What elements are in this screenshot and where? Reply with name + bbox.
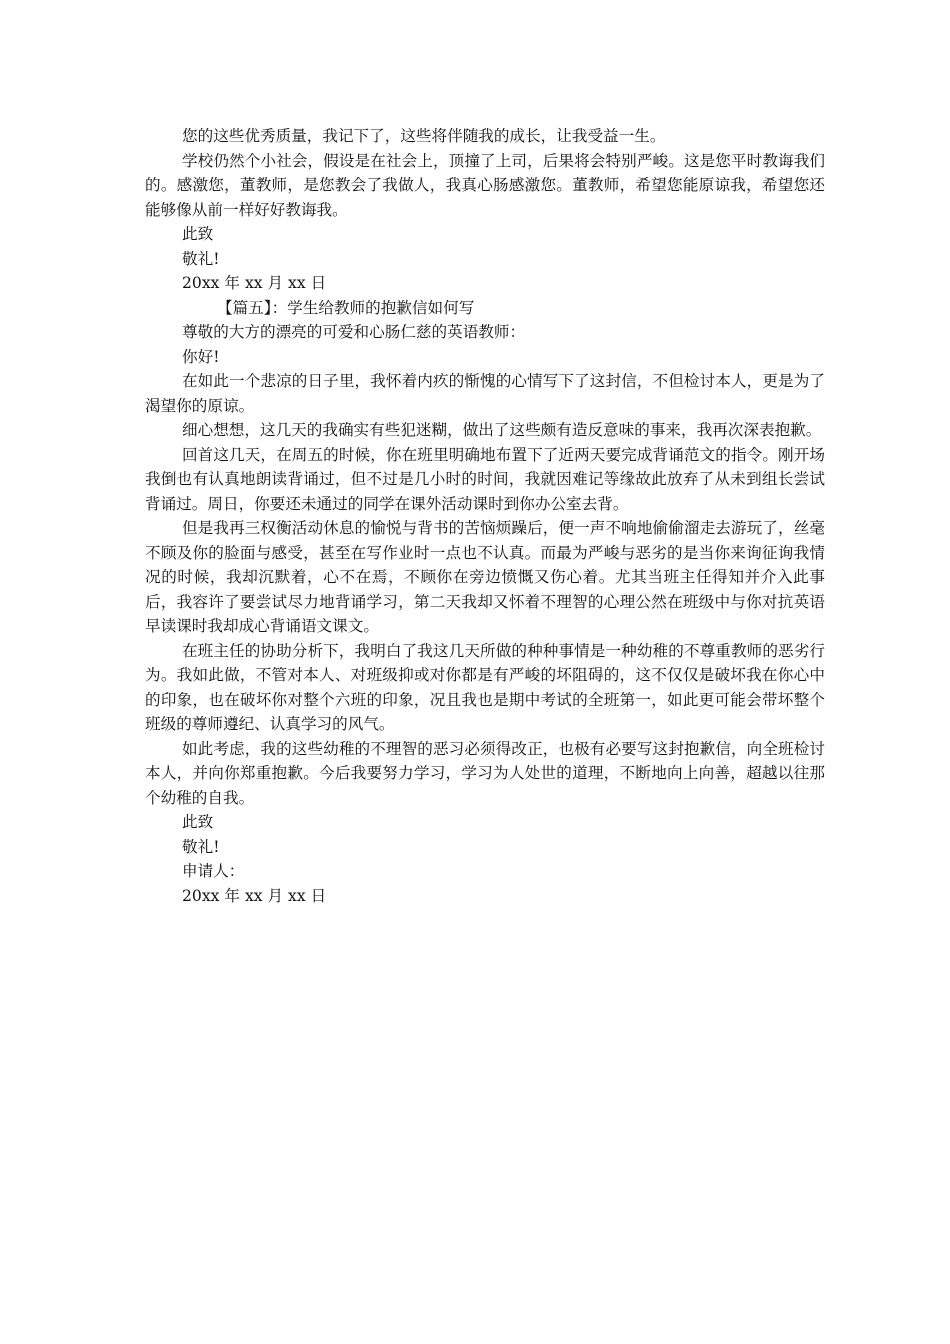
paragraph: 学校仍然个小社会，假设是在社会上，顶撞了上司，后果将会特别严峻。这是您平时教诲我们的。感激您，董教师，是您教会了我做人，我真心肠感激您。董教师，希望您能原谅我，希望您还能够像从前一样好好教诲我。: [145, 151, 825, 219]
paragraph: 但是我再三权衡活动休息的愉悦与背书的苦恼烦躁后，便一声不响地偷偷溜走去游玩了，丝毫不顾及你的脸面与感受，甚至在写作业时一点也不认真。而最为严峻与恶劣的是当你来询征询我情况的时候，我却沉默着，心不在焉，不顾你在旁边愤慨又伤心着。尤其当班主任得知并介入此事后，我容许了要尝试尽力地背诵学习，第二天我却又怀着不理智的心理公然在班级中与你对抗英语早读课时我却成心背诵语文课文。: [145, 519, 825, 635]
section-heading: 【篇五】：学生给教师的抱歉信如何写: [217, 298, 475, 317]
paragraph: 如此考虑，我的这些幼稚的不理智的恶习必须得改正，也极有必要写这封抱歉信，向全班检讨本人，并向你郑重抱歉。今后我要努力学习，学习为人处世的道理，不断地向上向善，超越以往那个幼稚的自我。: [145, 739, 825, 807]
paragraph: 细心想想，这几天的我确实有些犯迷糊，做出了这些颇有造反意味的事来，我再次深表抱歉。: [182, 421, 822, 439]
letter-greeting: 尊敬的大方的漂亮的可爱和心肠仁慈的英语教师：: [182, 323, 526, 341]
closing-salutation: 此致: [182, 225, 214, 243]
paragraph: 您的这些优秀质量，我记下了，这些将伴随我的成长，让我受益一生。: [182, 127, 666, 145]
closing-regards: 敬礼!: [182, 837, 220, 856]
closing-salutation: 此致: [182, 813, 214, 831]
paragraph: 回首这几天，在周五的时候，你在班里明确地布置下了近两天要完成背诵范文的指令。刚开场我倒也有认真地朗读背诵过，但不过是几小时的时间，我就因难记等缘故此放弃了从未到组长尝试背诵过。周日，你要还未通过的同学在课外活动课时到你办公室去背。: [145, 445, 825, 513]
paragraph: 在班主任的协助分析下，我明白了我这几天所做的种种事情是一种幼稚的不尊重教师的恶劣行为。我如此做，不管对本人、对班级抑或对你都是有严峻的坏阻碍的，这不仅仅是破坏我在你心中的印象，也在破坏你对整个六班的印象，况且我也是期中考试的全班第一，如此更可能会带坏整个班级的尊师遵纪、认真学习的风气。: [145, 641, 825, 733]
closing-regards: 敬礼!: [182, 249, 220, 268]
document-page: [145, 124, 825, 908]
letter-hello: 你好!: [182, 347, 220, 366]
date-line: 20xx 年 xx 月 xx 日: [182, 274, 327, 292]
applicant-line: 申请人：: [182, 862, 245, 880]
paragraph: 在如此一个悲凉的日子里，我怀着内疚的惭愧的心情写下了这封信，不但检讨本人，更是为了渴望你的原谅。: [145, 372, 825, 415]
date-line: 20xx 年 xx 月 xx 日: [182, 886, 327, 905]
